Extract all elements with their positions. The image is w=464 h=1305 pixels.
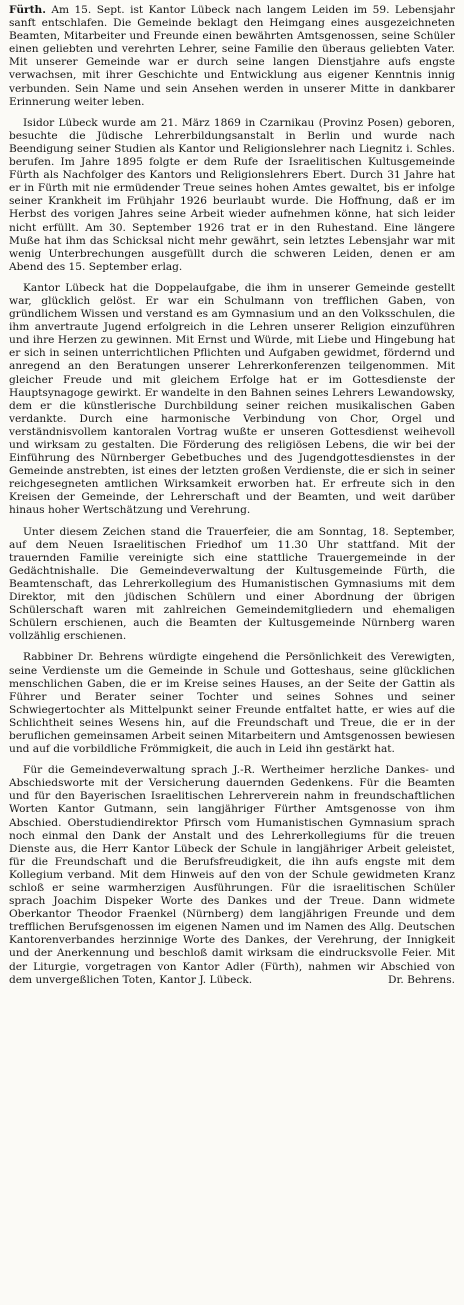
paragraph-speeches-text: Für die Gemeindeverwaltung sprach J.-R. Wertheimer herzliche Dankes- und Abschiedsworte mit der Versicherung dauernden Gedenkens. Für die Beamten und für den Bayerischen Israelitischen Lehrerverein nahm in freundschaftlichen Worten Kantor Gutmann, sein langjähriger Fürther Amtsgenosse von ihm Abschied. Oberstudiendirektor Pfirsch vom Humanistischen Gymnasium sprach noch einmal den Dank der Anstalt und des Lehrerkollegiums für die treuen Dienste aus, die Herr Kantor Lübeck der Schule in langjähriger Arbeit geleistet, für die Freundschaft und die Berufsfreudigkeit, die ihn aufs engste mit dem Kollegium verband. Mit dem Hinweis auf den von der Schule gewidmeten Kranz schloß er seine warmherzigen Ausführungen. Für die israelitischen Schüler sprach Joachim Dispeker Worte des Dankes und der Treue. Dann widmete Oberkantor Theodor Fraenkel (Nürnberg) dem langjährigen Freunde und dem trefflichen Berufsgenossen im eigenen Namen und im Namen des Allg. Deutschen Kantorenverbandes herzinnige Worte des Dankes, der Verehrung, der Innigkeit und der Anerkennung und beschloß damit wirksam die eindrucksvolle Feier. Mit der Liturgie, vorgetragen von Kantor Adler (Fürth), nahmen wir Abschied von dem unvergeßlichen Toten, Kantor J. Lübeck. — [9, 764, 455, 986]
paragraph-eulogy: Rabbiner Dr. Behrens würdigte eingehend die Persönlichkeit des Verewigten, seine Verdienste um die Gemeinde in Schule und Gotteshaus, seine glücklichen menschlichen Gaben, die er im Kreise seines Hauses, an der Seite der Gattin als Führer und Berater seiner Tochter und seines Sohnes und seiner Schwiegertochter als Mittelpunkt seiner Freunde entfaltet hatte, er wies auf die Schlichtheit seines Wesens hin, auf die Freundschaft und Treue, die er in der beruflichen gemeinsamen Arbeit seinen Mitarbeitern und Amtsgenossen bewiesen und auf die vorbildliche Frömmigkeit, die auch in Leid ihn gestärkt hat. — [9, 651, 455, 756]
dateline: Fürth. — [9, 4, 46, 16]
paragraph-career: Kantor Lübeck hat die Doppelaufgabe, die ihm in unserer Gemeinde gestellt war, glücklich gelöst. Er war ein Schulmann von trefflichen Gaben, von gründlichem Wissen und verstand es am Gymnasium und an den Volksschulen, die ihm anvertraute Jugend erfolgreich in die Lehren unserer Religion einzuführen und ihre Herzen zu gewinnen. Mit Ernst und Würde, mit Liebe und Hingebung hat er sich in seinen unterrichtlichen Pflichten und Aufgaben gewidmet, fördernd und anregend an den Beratungen unserer Lehrerkonferenzen teilgenommen. Mit gleicher Freude und mit gleichem Erfolge hat er im Gottesdienste der Hauptsynagoge gewirkt. Er wandelte in den Bahnen seines Lehrers Lewandowsky, dem er die künstlerische Durchbildung seiner reichen musikalischen Gaben verdankte. Durch eine harmonische Verbindung von Chor, Orgel und verständnisvollem kantoralen Vortrag wußte er unseren Gottesdienst weihevoll und wirksam zu gestalten. Die Förderung des religiösen Lebens, die wir bei der Einführung des Nürnberger Gebetbuches und des Jugendgottesdienstes in der Gemeinde anstrebten, ist eines der letzten großen Verdienste, die er sich in seiner reichgesegneten amtlichen Wirksamkeit erworben hat. Er erfreute sich in den Kreisen der Gemeinde, der Lehrerschaft und der Beamten, und weit darüber hinaus hoher Wertschätzung und Verehrung. — [9, 281, 455, 517]
paragraph-biography: Isidor Lübeck wurde am 21. März 1869 in Czarnikau (Provinz Posen) geboren, besuchte die Jüdische Lehrerbildungsanstalt in Berlin und wurde nach Beendigung seiner Studien als Kantor und Religionslehrer nach Liegnitz i. Schles. berufen. Im Jahre 1895 folgte er dem Rufe der Israelitischen Kultusgemeinde Fürth als Nachfolger des Kantors und Religionslehrers Ebert. Durch 31 Jahre hat er in Fürth mit nie ermüdender Treue seines hohen Amtes gewaltet, bis er infolge seiner Krankheit im Frühjahr 1926 beurlaubt wurde. Die Hoffnung, daß er im Herbst des vorigen Jahres seine Arbeit wieder aufnehmen könne, hat sich leider nicht erfüllt. Am 30. September 1926 trat er in den Ruhestand. Eine längere Muße hat ihm das Schicksal nicht mehr gewährt, sein letztes Lebensjahr war mit wenig Unterbrechungen ausgefüllt durch die schweren Leiden, denen er am Abend des 15. September erlag. — [9, 116, 455, 273]
paragraph-announcement — [9, 4, 455, 109]
paragraph-funeral: Unter diesem Zeichen stand die Trauerfeier, die am Sonntag, 18. September, auf dem Neuen Israelitischen Friedhof um 11.30 Uhr stattfand. Mit der trauernden Familie vereinigte sich eine stattliche Trauergemeinde in der Gedächtnishalle. Die Gemeindeverwaltung der Kultusgemeinde Fürth, die Beamtenschaft, das Lehrerkollegium des Humanistischen Gymnasiums mit dem Direktor, mit den jüdischen Schülern und einer Abordnung der übrigen Schülerschaft waren mit zahlreichen Gemeindemitgliedern und ehemaligen Schülern erschienen, auch die Beamten der Kultusgemeinde Nürnberg waren vollzählig erschienen. — [9, 525, 455, 643]
paragraph-speeches — [9, 764, 455, 987]
signature: Dr. Behrens. — [388, 973, 455, 986]
paragraph-announcement-text: Am 15. Sept. ist Kantor Lübeck nach langem Leiden im 59. Lebensjahr sanft entschlafen. Die Gemeinde beklagt den Heimgang eines ausgezeichneten Beamten, Mitarbeiter und Freunde einen bewährten Amtsgenossen, seine Schüler einen geliebten und verehrten Lehrer, seine Familie den überaus geliebten Vater. Mit unserer Gemeinde war er durch seine langen Dienstjahre aufs engste verwachsen, mit ihrer Geschichte und Entwicklung aus eigener Kenntnis innig verbunden. Sein Name und sein Ansehen werden in unserer Mitte in dankbarer Erinnerung weiter leben. — [9, 4, 455, 108]
